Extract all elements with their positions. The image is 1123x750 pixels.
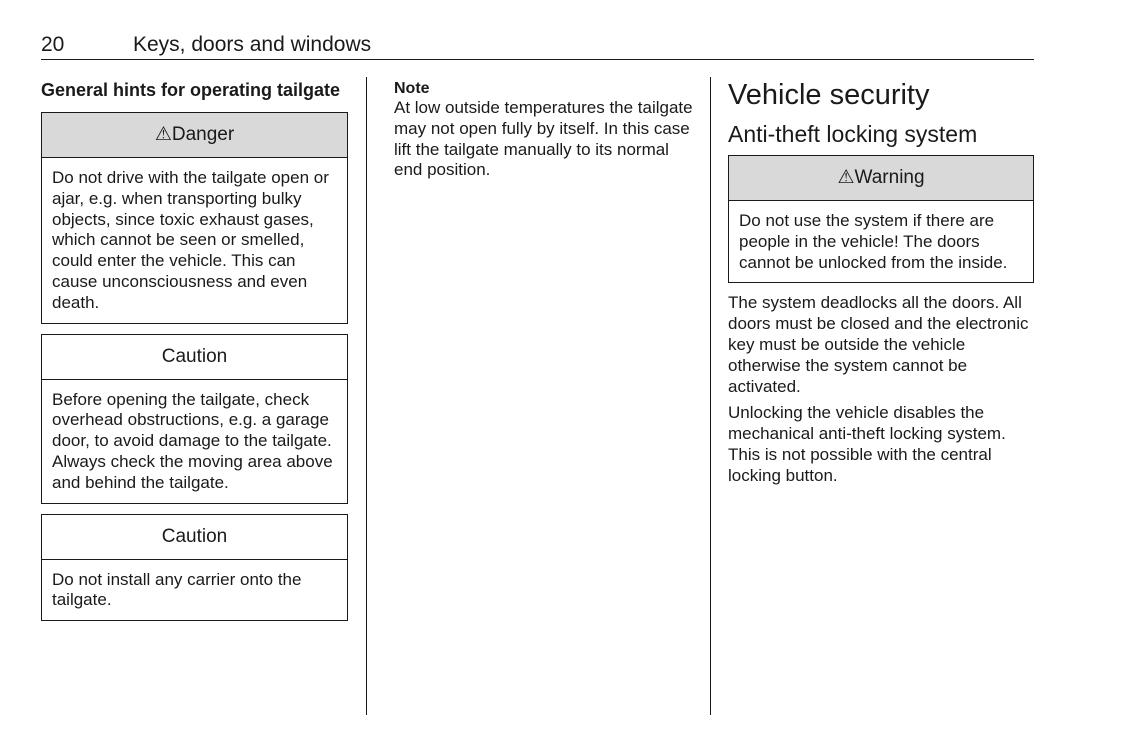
- danger-title: Danger: [171, 124, 235, 145]
- note-text: At low outside temperatures the tailgate may not open fully by itself. In this case lift the tailgate manually to its normal end position.: [394, 98, 693, 180]
- section-subheading: General hints for operating tailgate: [41, 80, 341, 100]
- note-title: Note: [394, 80, 430, 97]
- section-subheading-anti-theft: Anti-theft locking system: [728, 121, 978, 147]
- column-divider-2: [710, 77, 711, 715]
- caution-text-1: Before opening the tailgate, check overhead obstructions, e.g. a garage door, to avoid damage to the tailgate. Always check the moving area above and behind the tailgate.: [52, 389, 333, 492]
- warning-triangle-icon: ⚠: [837, 167, 855, 188]
- danger-text: Do not drive with the tailgate open or ajar, e.g. when transporting bulky objects, since toxic exhaust gases, which cannot be seen or smelled, could enter the vehicle. This can cause unconsciousness and even death.: [52, 168, 329, 312]
- warning-box-header: [729, 156, 1033, 201]
- paragraph-deadlocks: The system deadlocks all the doors. All doors must be closed and the electronic key must be outside the vehicle otherwise the system cannot be activated.: [728, 293, 1029, 396]
- page-header: [41, 33, 1034, 60]
- caution-box-2: [41, 514, 348, 622]
- column-divider-1: [366, 77, 367, 715]
- chapter-title: Keys, doors and windows: [133, 33, 372, 56]
- warning-title: Warning: [854, 167, 925, 188]
- section-heading: Vehicle security: [728, 79, 930, 111]
- warning-text: Do not use the system if there are people in the vehicle! The doors cannot be unlocked from the inside.: [739, 211, 1008, 272]
- danger-box: [41, 112, 348, 324]
- paragraph-unlocking: Unlocking the vehicle disables the mechanical anti-theft locking system. This is not possible with the central locking button.: [728, 403, 1006, 485]
- caution-box-1: [41, 334, 348, 504]
- danger-box-header: [42, 113, 347, 158]
- caution-text-2: Do not install any carrier onto the tailgate.: [52, 569, 302, 610]
- warning-triangle-icon: ⚠: [154, 124, 172, 145]
- column-right: [728, 78, 1034, 487]
- column-left: [41, 78, 348, 631]
- caution-title-2: Caution: [42, 515, 347, 560]
- warning-box: [728, 155, 1034, 283]
- caution-title-1: Caution: [42, 335, 347, 380]
- column-middle: [394, 78, 694, 181]
- page-number: 20: [41, 33, 65, 56]
